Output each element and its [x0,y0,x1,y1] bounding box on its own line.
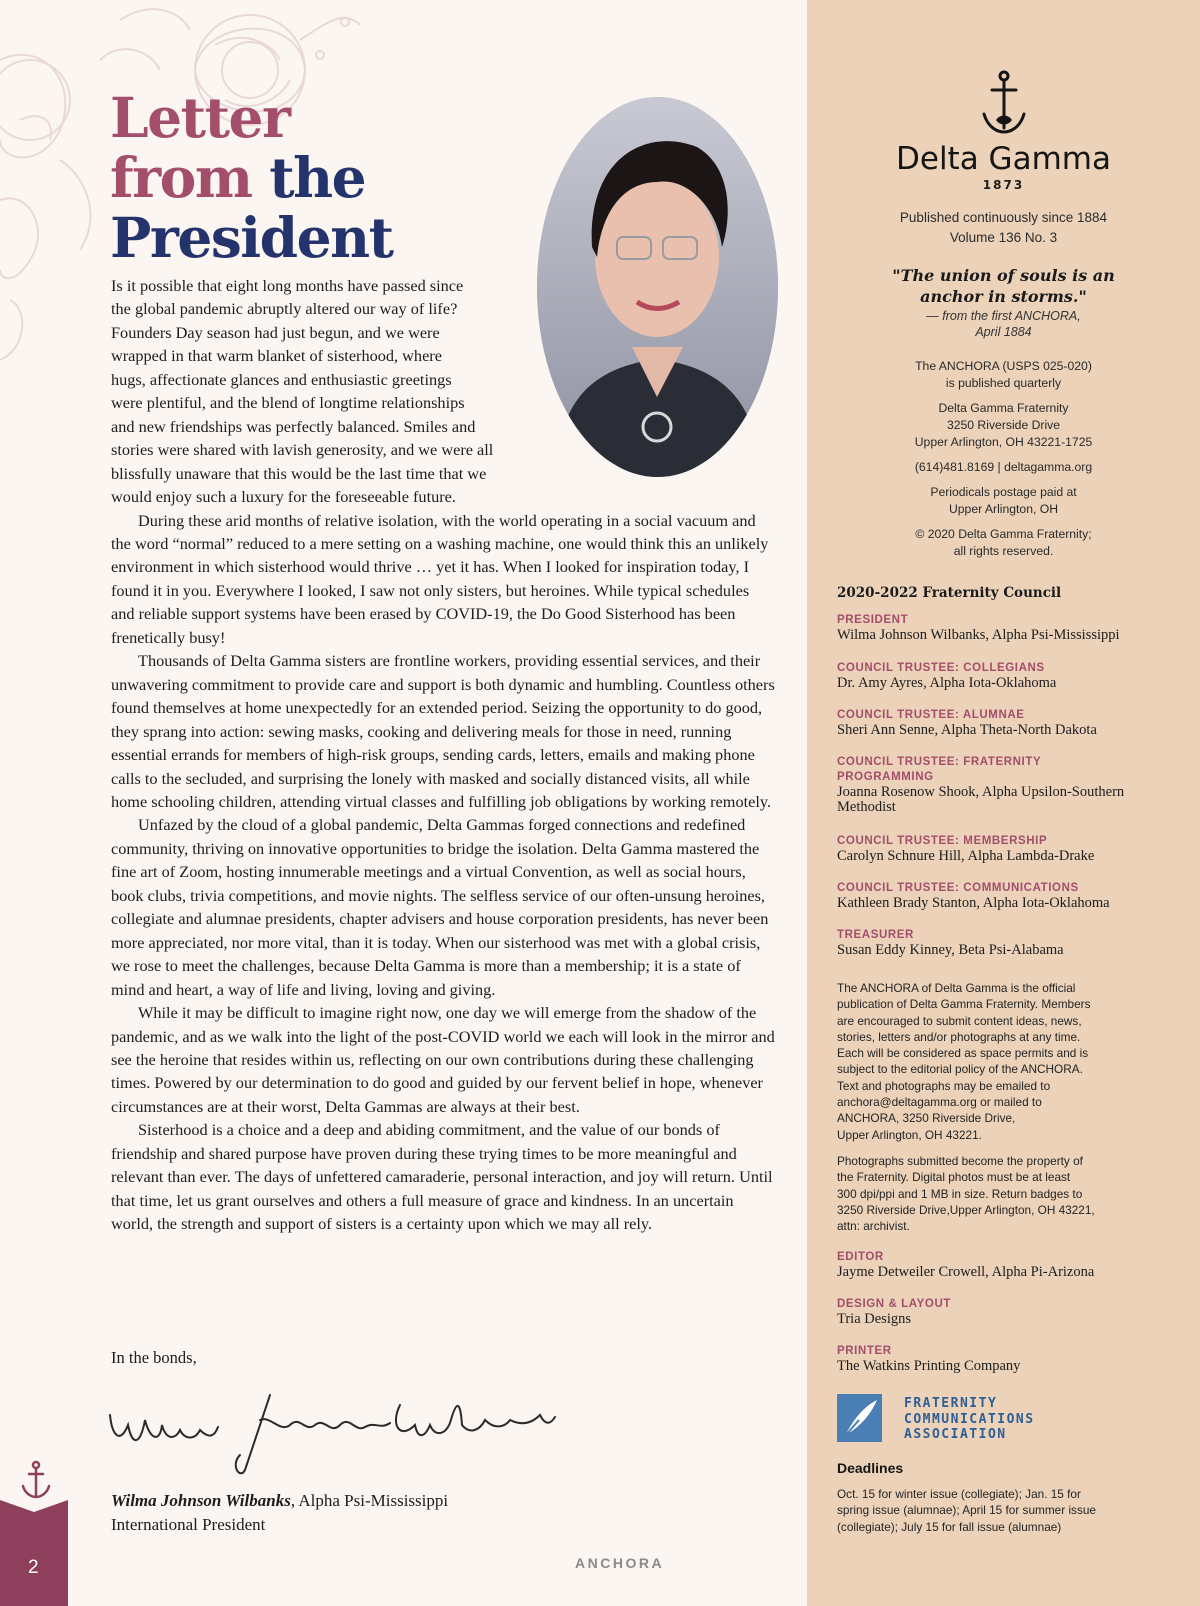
letter-line: hugs, affectionate glances and enthusiastic greetings [111,369,452,389]
publication-info [807,358,1200,392]
role-label: DESIGN & LAYOUT [837,1298,952,1310]
quote-source [807,308,1200,340]
fca-quill-icon [837,1394,882,1442]
postage-info [807,484,1200,518]
brand-anchor-icon [978,70,1030,140]
signer-name: Wilma Johnson Wilbanks [111,1491,291,1510]
letter-line: Founders Day season had just begun, and we were [111,322,440,342]
role-label: COUNCIL TRUSTEE: ALUMNAE [837,709,1025,721]
policy-line: are encouraged to submit content ideas, news, [837,1013,1082,1028]
masthead [807,208,1200,248]
council-member [837,928,1177,958]
signer-chapter: , Alpha Psi-Mississippi [290,1491,449,1510]
letter-paragraph-5: While it may be difficult to imagine right now, one day we will emerge from the shadow of the pandemic, and as we walk into the light of the post-COVID world we each will look in the mirror and see the heroine that resides within us, reflecting on our own contributions during these challenging times. Powered by our determination to do good and guided by our fervent belief in hope, whenever circumstances are at their worst, Delta Gammas are always at their best. [111,1003,775,1116]
letter-line: and new friendships was perfectly balanced. Smiles and [111,416,476,436]
info-line: Delta Gamma Fraternity [938,401,1069,415]
policy-line: Photographs submitted become the property of [837,1154,1083,1168]
council-heading: 2020-2022 Fraternity Council [837,585,1062,601]
fca-logo-text [904,1396,1035,1443]
role-name: Dr. Amy Ayres, Alpha Iota-Oklahoma [837,675,1057,691]
council-member [837,708,1177,738]
policy-line: subject to the editorial policy of the ANCHORA. [837,1062,1083,1077]
photo-policy [837,1153,1157,1234]
role-label: PRESIDENT [837,614,909,626]
council-member [837,613,1177,643]
fca-line: ASSOCIATION [904,1427,1007,1442]
letter-line: Is it possible that eight long months have passed since [111,276,464,295]
role-name: Susan Eddy Kinney, Beta Psi-Alabama [837,942,1064,958]
policy-line: the Fraternity. Digital photos must be at least [837,1170,1071,1185]
policy-line: Text and photographs may be emailed to [837,1078,1051,1093]
policy-line: anchora@deltagamma.org or mailed to [837,1095,1042,1110]
letter-line: wrapped in that warm blanket of sisterhood, where [111,346,442,366]
title-word-from: from [110,145,252,210]
editorial-policy [837,980,1157,1143]
brand-year: 1873 [982,178,1025,192]
title-line-3: President [110,205,393,270]
title-line-1: Letter [110,85,290,150]
fca-line: COMMUNICATIONS [904,1411,1035,1427]
signer-line [111,1489,448,1513]
deadline-line: Oct. 15 for winter issue (collegiate); Jan. 15 for [837,1487,1081,1501]
role-name: Joanna Rosenow Shook, Alpha Upsilon-Southern Methodist [837,784,1125,815]
quote-line: anchor in storms." [920,287,1087,306]
letter-line: would enjoy such a luxury for the foreseeable future. [111,487,456,507]
letter-line: were plentiful, and the blend of longtime relationships [111,393,465,413]
role-label: COUNCIL TRUSTEE: MEMBERSHIP [837,835,1048,847]
quote-source-line: April 1884 [975,325,1032,339]
letter-paragraph-1 [111,274,775,509]
info-line: The ANCHORA (USPS 025-020) [915,359,1092,373]
council-member [837,881,1177,911]
quote-line: "The union of souls is an [892,266,1115,285]
role-label: COUNCIL TRUSTEE: COLLEGIANS [837,662,1045,674]
copyright-info [807,526,1200,560]
brand-name: Delta Gamma [896,141,1111,177]
council-member [837,755,1125,815]
staff-member [837,1250,1177,1280]
footer-publication-name: ANCHORA [575,1555,665,1571]
letter-paragraph-4: Unfazed by the cloud of a global pandemic, Delta Gammas forged connections and redefined community, thriving on innovative opportunities to bridge the isolation. Delta Gamma mastered the fine art of Zoom, hosting innumerable meetings and a virtual Convention, as well as social hours, book clubs, trivia competitions, and movie nights. The selfless service of our often-unsung heroines, collegiate and alumnae presidents, chapter advisers and house corporation presidents, has never been more appreciated, nor more vital, than it is today. When our sisterhood was met with a global crisis, we rose to meet the challenges, because Delta Gamma is more than a membership; it is a state of mind and heart, a way of life and living, loving and giving. [111,815,769,999]
fraternity-address [807,400,1200,450]
volume-note: Volume 136 No. 3 [949,230,1058,245]
policy-line: stories, letters and/or photographs at any time. [837,1029,1081,1044]
page-number: 2 [28,1557,39,1578]
policy-line: attn: archivist. [837,1219,910,1234]
policy-line: Each will be considered as space permits and is [837,1046,1089,1061]
info-line: Upper Arlington, OH [948,501,1059,516]
role-name: Tria Designs [837,1311,911,1327]
role-name: Kathleen Brady Stanton, Alpha Iota-Oklahoma [837,895,1110,911]
council-member [837,661,1177,691]
role-name: Jayme Detweiler Crowell, Alpha Pi-Arizona [837,1264,1095,1280]
info-line: Upper Arlington, OH 43221-1725 [914,434,1093,449]
info-line: all rights reserved. [953,543,1054,558]
page-title [110,85,393,270]
letter-closing: In the bonds, [111,1348,197,1367]
published-note: Published continuously since 1884 [899,210,1108,225]
info-line: 3250 Riverside Drive [946,417,1061,432]
anchor-icon [20,1460,52,1500]
role-label: COUNCIL TRUSTEE: COMMUNICATIONS [837,882,1079,894]
info-line: (614)481.8169 | deltagamma.org [914,460,1093,474]
role-name: The Watkins Printing Company [837,1358,1021,1374]
letter-line: the global pandemic abruptly altered our way of life? [111,299,458,319]
handwritten-signature [100,1385,580,1475]
info-line: Periodicals postage paid at [930,485,1077,499]
brand-logo [807,70,1200,192]
council-member [837,834,1177,864]
letter-line: blissfully unaware that this would be the last time that we [111,463,487,483]
letter-paragraph-6: Sisterhood is a choice and a deep and abiding commitment, and the value of our bonds of friendship and shared purpose have proven during these trying times to be more meaningful and relevant than ever. The days of unfettered camaraderie, personal interaction, and joy will return. Until that time, let us grant ourselves and others a full measure of grace and kindness. In an uncertain world, the strength and support of sisters is a certainty upon which we may all rely. [111,1120,773,1234]
signer-title: International President [111,1515,266,1534]
signer-block [111,1489,448,1537]
deadlines-heading: Deadlines [837,1460,904,1476]
staff-member [837,1344,1177,1374]
role-name: Wilma Johnson Wilbanks, Alpha Psi-Mississippi [837,627,1120,643]
staff-member [837,1297,1177,1327]
contact-info [807,459,1200,476]
page-number-tab [0,1500,68,1606]
role-name: Carolyn Schnure Hill, Alpha Lambda-Drake [837,848,1095,864]
policy-line: The ANCHORA of Delta Gamma is the official [837,981,1076,995]
deadline-line: (collegiate); July 15 for fall issue (alumnae) [837,1519,1062,1534]
title-line-2 [110,145,393,210]
deadlines-text [837,1486,1157,1535]
role-name: Sheri Ann Senne, Alpha Theta-North Dakota [837,722,1097,738]
role-label: PRINTER [837,1345,892,1357]
role-label: COUNCIL TRUSTEE: FRATERNITY PROGRAMMING [837,756,1042,783]
letter-body [111,274,775,1236]
letter-line: stories were shared with lavish generosity, and we were all [111,440,494,460]
masthead-quote [807,265,1200,307]
info-line: is published quarterly [945,375,1062,390]
role-label: TREASURER [837,929,914,941]
policy-line: 300 dpi/ppi and 1 MB in size. Return badges to [837,1186,1083,1201]
letter-paragraph-2: During these arid months of relative isolation, with the world operating in a social vacuum and the word “normal” reduced to a mere setting on a washing machine, one would think this an unlikely environment in which sisterhood would thrive … yet it has. When I looked for inspiration today, I found it in you. Everywhere I looked, I saw not only sisters, but heroines. While typical schedules and reliable support systems have been erased by COVID-19, the Do Good Sisterhood has been frenetically busy! [111,510,769,647]
deadline-line: spring issue (alumnae); April 15 for summer issue [837,1503,1096,1518]
policy-line: ANCHORA, 3250 Riverside Drive, [837,1111,1016,1126]
fca-line: FRATERNITY [904,1396,998,1411]
info-line: © 2020 Delta Gamma Fraternity; [915,527,1092,541]
policy-line: publication of Delta Gamma Fraternity. Members [837,997,1091,1012]
quote-source-line: — from the first ANCHORA, [926,309,1081,323]
role-label: EDITOR [837,1251,884,1263]
title-word-the: the [269,145,366,210]
policy-line: Upper Arlington, OH 43221. [837,1127,982,1142]
policy-line: 3250 Riverside Drive,Upper Arlington, OH 43221, [837,1202,1095,1217]
letter-paragraph-3: Thousands of Delta Gamma sisters are frontline workers, providing essential services, and their unwavering commitment to provide care and support is both dynamic and humbling. Countless others found themselves at home unexpectedly for an extended period. Seizing the opportunity to do good, they sprang into action: sewing masks, cooking and delivering meals for those in need, running essential errands for members of high-risk groups, sending cards, letters, emails and making phone calls to the secluded, and surprising the lonely with masked and socially distanced visits, all while home schooling children, attending virtual classes and fulfilling job obligations by working remotely. [111,651,775,811]
